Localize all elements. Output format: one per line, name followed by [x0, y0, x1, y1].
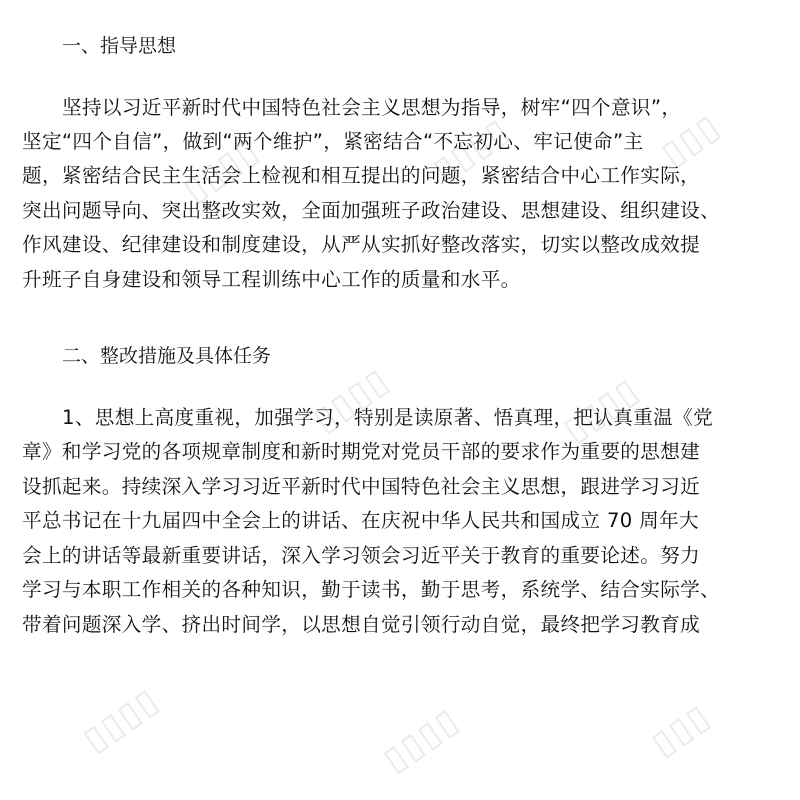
- watermark: ▯▯▯: [644, 695, 718, 765]
- paragraph-line: 升班子自身建设和领导工程训练中心工作的质量和水平。: [22, 268, 521, 291]
- paragraph-line: 会上的讲话等最新重要讲话，深入学习领会习近平关于教育的重要论述。努力: [22, 544, 701, 567]
- paragraph-line: 1、思想上高度重视，加强学习，特别是读原著、悟真理，把认真重温《党: [62, 406, 714, 429]
- paragraph-line: 平总书记在十九届四中全会上的讲话、在庆祝中华人民共和国成立 70 周年大: [22, 509, 699, 532]
- watermark: ▯▯▯: [654, 105, 728, 175]
- watermark: ▯▯▯▯: [426, 109, 517, 191]
- paragraph-line: 章》和学习党的各项规章制度和新时期党对党员干部的要求作为重要的思想建: [22, 440, 701, 463]
- section-heading: 二、整改措施及具体任务: [62, 345, 272, 367]
- paragraph-line: 坚持以习近平新时代中国特色社会主义思想为指导，树牢“四个意识”，: [62, 96, 682, 119]
- paragraph-line: 突出问题导向、突出整改实效，全面加强班子政治建设、思想建设、组织建设、: [22, 199, 721, 222]
- watermark: ▯▯▯▯: [306, 359, 397, 441]
- paragraph-line: 作风建设、纪律建设和制度建设，从严从实抓好整改落实，切实以整改成效提: [22, 233, 701, 256]
- paragraph-line: 设抓起来。持续深入学习习近平新时代中国特色社会主义思想，跟进学习习近: [22, 475, 701, 498]
- watermark: ▯▯▯▯: [556, 369, 647, 451]
- watermark: ▯▯▯▯: [176, 129, 267, 211]
- paragraph-line: 学习与本职工作相关的各种知识，勤于读书，勤于思考，系统学、结合实际学、: [22, 578, 721, 601]
- watermark: ▯▯▯▯: [76, 679, 167, 761]
- paragraph-line: 带着问题深入学、挤出时间学，以思想自觉引领行动自觉，最终把学习教育成: [22, 613, 701, 636]
- watermark: ▯▯▯▯: [376, 699, 467, 781]
- paragraph-line: 坚定“四个自信”，做到“两个维护”，紧密结合“不忘初心、牢记使命”主: [22, 130, 644, 153]
- paragraph-line: 题，紧密结合民主生活会上检视和相互提出的问题，紧密结合中心工作实际，: [22, 164, 701, 187]
- section-heading: 一、指导思想: [62, 35, 177, 57]
